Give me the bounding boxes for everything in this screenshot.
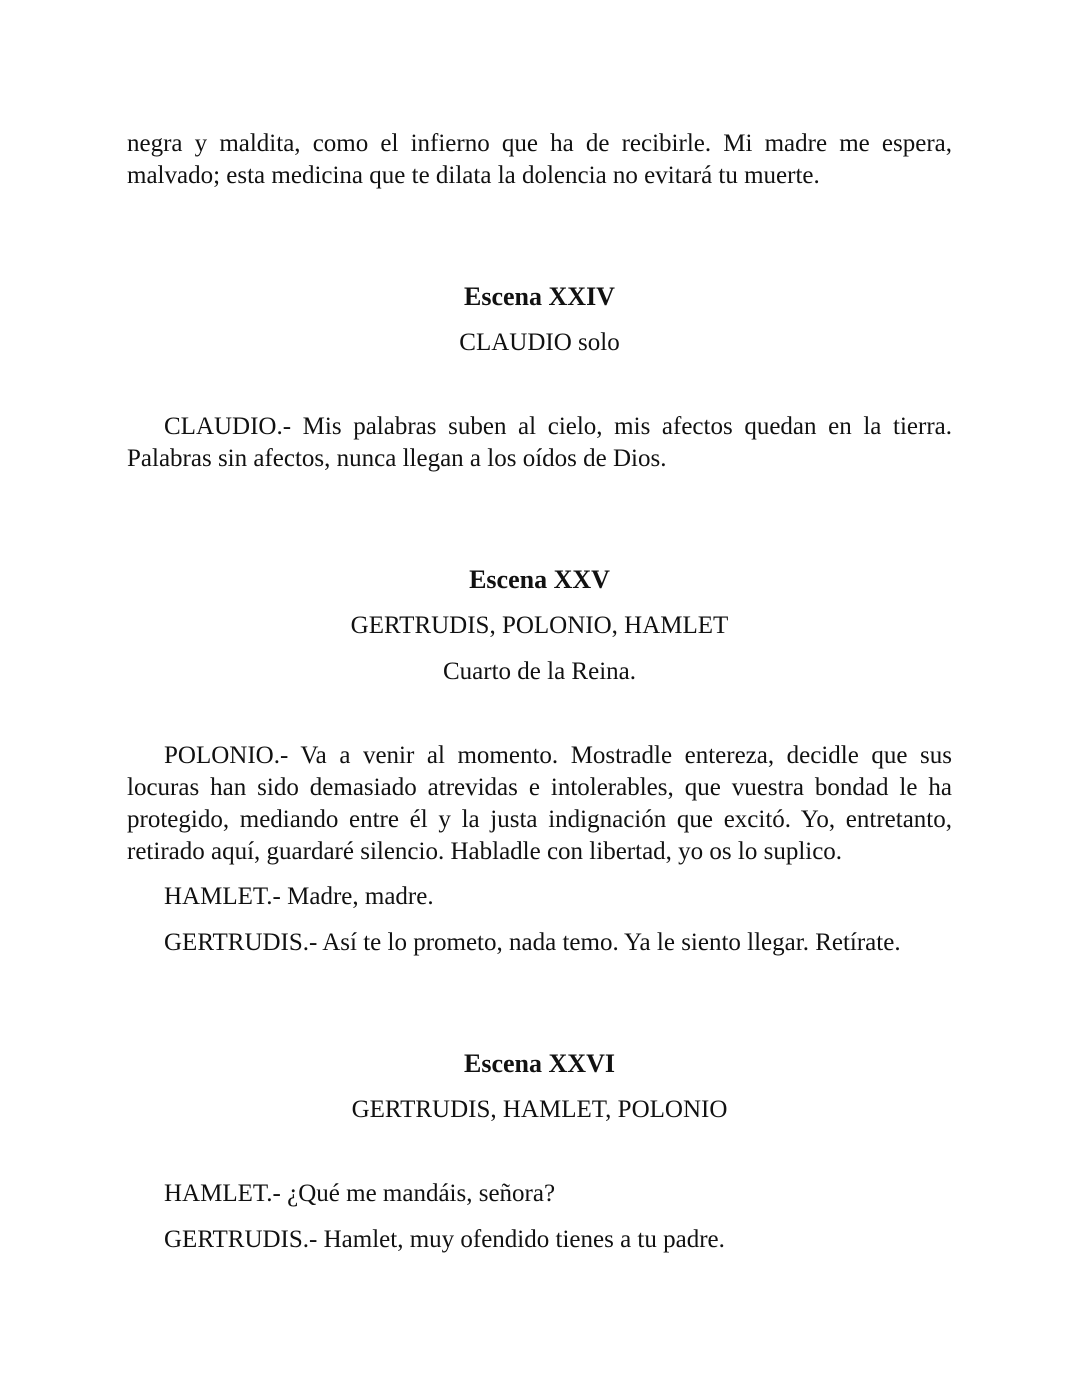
scene-25-title: Escena XXV [469,565,610,594]
scene-26-line-2: GERTRUDIS.- Hamlet, muy ofendido tienes a tu padre. [164,1226,725,1253]
scene-25-line-3: GERTRUDIS.- Así te lo prometo, nada temo. Ya le siento llegar. Retírate. [164,929,901,956]
scene-24-title: Escena XXIV [464,282,615,311]
scene-26-line-1: HAMLET.- ¿Qué me mandáis, señora? [164,1180,556,1207]
intro-paragraph: negra y maldita, como el infierno que ha de recibirle. Mi madre me espera, malvado; esta medicina que te dilata la dolencia no evitará tu muerte. [127,130,952,189]
scene-25-line-1: POLONIO.- Va a venir al momento. Mostradle entereza, decidle que sus locuras han sido demasiado atrevidas e intolerables, que vuestra bondad le ha protegido, mediando entre él y la justa indignación que excitó. Yo, entretanto, retirado aquí, guardaré silencio. Habladle con libertad, yo os lo suplico. [127,742,952,865]
scene-26-title: Escena XXVI [464,1049,615,1078]
scene-26-characters: GERTRUDIS, HAMLET, POLONIO [351,1096,728,1123]
scene-24-line-1: CLAUDIO.- Mis palabras suben al cielo, mis afectos quedan en la tierra. Palabras sin afectos, nunca llegan a los oídos de Dios. [127,413,952,472]
scene-24-characters: CLAUDIO solo [459,329,620,356]
scene-25-line-2: HAMLET.- Madre, madre. [164,883,434,910]
scene-25-setting: Cuarto de la Reina. [443,658,636,685]
scene-25-characters: GERTRUDIS, POLONIO, HAMLET [350,612,729,639]
